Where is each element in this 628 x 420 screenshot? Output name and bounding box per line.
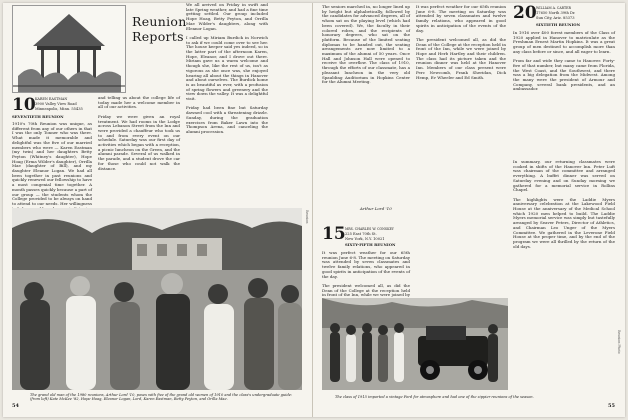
class15-body: It was perfect weather for our 65th reunion June 6-8. The meeting on Saturday was attended by seven classmates and twelve family relations, who appeared in good spirits in anticipation of the events of the day. The president welcomed all, as did the Dean of the College at the reception held in front of the Inn, while we were joined by	[322, 250, 410, 298]
class15-heading: SIXTY-FIFTH REUNION	[345, 242, 396, 247]
left-page-number: 54	[12, 403, 19, 409]
right-page-number: 55	[608, 403, 615, 409]
class10-address2: Minneapolis, Minn. 55435	[35, 107, 83, 111]
class15-middle-column: It was perfect weather for our 65th reunion June 6-8. The meeting on Saturday was attended by seven classmates and twelve family relations, who appeared in good spirits in anticipation of the events of the day. The president welcomed all, as did the Dean of the College at the reception held in front of the Inn, while we were joined by Hope and Herb Hartley and their children. The class had its picture taken and the reunion dinner was held at the Hanover Inn. Members of our class present were Perc Newcomb, Frank Sheridan, Dick Hemp, Ev Wheeler and Ed Smith.	[416, 4, 506, 80]
class10-heading: SEVENTIETH REUNION	[12, 114, 64, 119]
class-number-20: 20	[513, 3, 537, 23]
class20-column2: In summary, our returning classmates were cooked in shifts of the Hanover Inn. Peter Luft was chairman of the committee and arranged everything. A buffet dinner was served on Saturday evening and on Sunday morning we gathered for a memorial service in Rollins Chapel. The highlights were the Laddie Myers anniversary celebration at the Lakewood Field House at the anniversary of the Medical School which 1920 men helped to build. The Laddie Myers memorial service was simply but tastefully arranged by Seaver Peters, Director of Athletics, and Chairman Leo Unger of the Myers Committee. We gathered in the Leverone Field House at the proper time, and by the end of the program we were all thrilled by the return of the old days.	[513, 159, 615, 249]
page-gutter	[312, 3, 313, 417]
left-side-credit: Reunion	[305, 210, 309, 224]
class10-continued: The seniors marched in, no longer lined up by height but alphabetically, followed by the candidates for advanced degrees, all of whom sat on the playing level (which had been covered). We, the faculty in their colored robes, and the recipients of honorary degrees, who sat on the platform. Because of the limited seating diplomas to be handed out, the seating arrangements are now limited to a maximum of the alumni of 50 years. Once Hall and Johnson Hall were opened to receive the overflow. The class of 1910, through the efforts of our classmate, has a pleasant luncheon in the very old Spaulding Auditorium in Hopkins Center for the Alumni Meeting.	[322, 4, 410, 85]
class-number-15: 15	[322, 224, 346, 244]
class20-secretary: WILLIAM A. CARTER	[536, 6, 571, 10]
right-photo-caption: The class of 1915 imported a vintage Ford for atmosphere and had one of the zippier reunions of the season.	[335, 395, 534, 399]
class-of-1910-photo	[12, 208, 302, 390]
class10-column3b: We all arrived on Friday in swift and late Spring weather, and had a fine time getting settled. Our group included Hope Hoag, Betty Peyton, and Orrilla Mae Wilder's daughters, along with Eleanor Logan. I called up Miriam Burdick in Norwich to ask if we could come over to see her. The house keeper said yes indeed, so in the latter part of the afternoon Karen, Hope, Eleanor, and I drove out there. Miriam gave us a warm welcome and though she, like the rest of us, isn't as vigorous as she once was, she enjoyed hearing all about the things in Hanover and about ourselves. The Burdick home is as beautiful as ever, with a profusion of spring flowers and greenery and the view down the valley. It was a delightful visit. Friday had been fine but Saturday dawned cool with a threatening drizzle. Sunday, during the graduation exercises from Baker Lawn into the Thompson Arena, and canceling the alumni procession.	[186, 2, 268, 134]
class10-column2: and telling us about the college life of today made her a welcome member in all of our activities. Friday we were given an royal treatment. We had rooms in the Lodge across Lebanon Street from the Inn and were provided a chauffeur who took us to and from every event on our schedule. Saturday was our first day of activities which began with a reception, a picnic luncheon on the Green, and the alumni parade. Several of us walked in the parade, and a student drove the car for those who could not walk the distance.	[98, 95, 180, 171]
class15-address1: 225 East 70th St.	[345, 232, 377, 236]
class10-secretary: KAREN EASTMAN	[35, 97, 68, 101]
class20-address2: Sun City, Ariz. 85373	[536, 16, 575, 20]
gazebo-drawing	[13, 6, 125, 92]
class20-address1: 17650 North 39th Dr.	[536, 11, 576, 15]
class10-address1: 3900 Valley View Road	[35, 102, 77, 106]
class-number-10: 10	[12, 95, 36, 115]
reunion-header-illustration	[12, 5, 126, 93]
class20-column1: In 1916 over 400 forest members of the Class of 1920 applied in Hanover to matriculate as the Freshman Ernest Martin Hopkins. It was a great group of men destined to accomplish more than any class before or since, and all eager to learn. From far and wide they came to Hanover. Forty-five of that number, but many came from Florida, the West Coast, and the Southwest, and there was a big delegation from the Midwest. Among the many were the president of Armour and Company, several bank presidents, and an ambassador.	[513, 30, 615, 92]
class15-secretary: MRS. CHARLES W. CONSKEY	[345, 227, 394, 231]
left-photo-caption: The grand old man of the 1980 reunions, Arthur Lord '10, poses with five of the grand old women of 1910 and the class's undergraduate guide: (from left) Kate McKee '82, Hope Hoag, Eleanor Logan, Lord, Karen Eastman, Betty Peyton, and Orilla Mae.	[30, 393, 293, 402]
section-title: Reunion Reports	[132, 14, 187, 44]
class20-heading: SIXTIETH REUNION	[536, 22, 581, 27]
class10-signature: Arthur Lord '10	[360, 206, 392, 211]
right-side-credit: Reunion Photo	[617, 330, 621, 354]
class-of-1915-vintage-ford-photo	[322, 298, 508, 390]
class15-address2: New York, N.Y. 10021	[345, 237, 385, 241]
class10-column1: 1910's 70th Reunion was unique, as different from any of our others in that I was the only Tonner who was there. What made it memorable and delightful was the five of our married members who were — Karen Eastman (my twin) and her daughters Betty Peyton (Whitney's daughter), Hope Hoag (Erma Wilder's daughter), Orrilla Mae (daughter of Bill), and my daughter Eleanor Logan. We had all been together in past reunions and quickly renewed our fellowship to have a most congenial time together. A month passes quickly because a part of our group — the students whom the College provided to be always on hand to attend to our needs. Her willingness	[12, 121, 92, 206]
